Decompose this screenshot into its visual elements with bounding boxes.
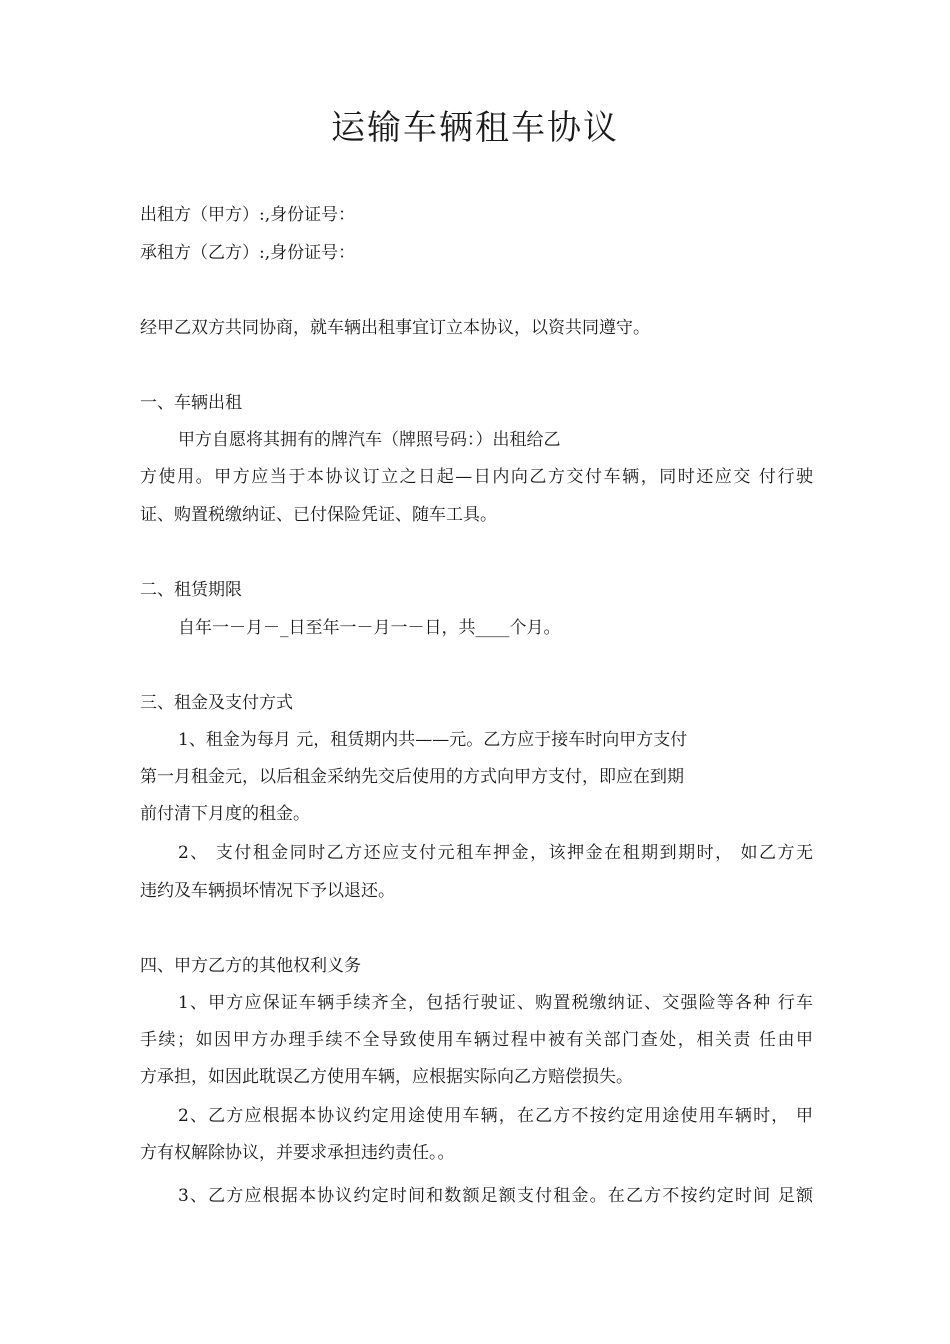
section-1-heading: 一、车辆出租	[140, 393, 242, 413]
section-4-line: 3、乙方应根据本协议约定时间和数额足额支付租金。在乙方不按约定时间 足额	[178, 1186, 813, 1206]
lessor-line: 出租方（甲方）:,身份证号：	[140, 205, 356, 225]
intro-paragraph: 经甲乙双方共同协商，就车辆出租事宜订立本协议，以资共同遵守。	[140, 318, 650, 338]
document-title: 运输车辆租车协议	[331, 108, 619, 148]
section-3-line: 前付清下月度的租金。	[140, 804, 310, 824]
section-4-line: 1、甲方应保证车辆手续齐全，包括行驶证、购置税缴纳证、交强险等各种 行车	[178, 993, 813, 1013]
section-1-line: 方使用。甲方应当于本协议订立之日起—日内向乙方交付车辆，同时还应交 付行驶	[140, 467, 813, 487]
section-1-line: 证、购置税缴纳证、已付保险凭证、随车工具。	[140, 505, 497, 525]
section-4-line: 方承担，如因此耽误乙方使用车辆，应根据实际向乙方赔偿损失。	[140, 1067, 633, 1087]
lessee-line: 承租方（乙方）:,身份证号：	[140, 243, 356, 263]
section-1-line: 甲方自愿将其拥有的牌汽车（牌照号码：）出租给乙	[178, 430, 561, 450]
section-3-heading: 三、租金及支付方式	[140, 693, 293, 713]
section-2-line: 自年一－月－_日至年一－月一－日，共____个月。	[178, 618, 561, 638]
section-4-heading: 四、甲方乙方的其他权利义务	[140, 956, 361, 976]
section-3-line: 违约及车辆损坏情况下予以退还。	[140, 881, 395, 901]
section-3-line: 2、 支付租金同时乙方还应支付元租车押金，该押金在租期到期时， 如乙方无	[178, 843, 813, 863]
section-3-line: 第一月租金元，以后租金采纳先交后使用的方式向甲方支付，即应在到期	[140, 767, 684, 787]
section-3-line: 1、租金为每月 元，租赁期内共——元。乙方应于接车时向甲方支付	[178, 730, 688, 750]
section-4-line: 2、乙方应根据本协议约定用途使用车辆，在乙方不按约定用途使用车辆时， 甲	[178, 1106, 813, 1126]
section-4-line: 手续；如因甲方办理手续不全导致使用车辆过程中被有关部门查处，相关责 任由甲	[140, 1030, 813, 1050]
section-4-line: 方有权解除协议，并要求承担违约责任。。	[140, 1143, 455, 1163]
section-2-heading: 二、租赁期限	[140, 580, 242, 600]
